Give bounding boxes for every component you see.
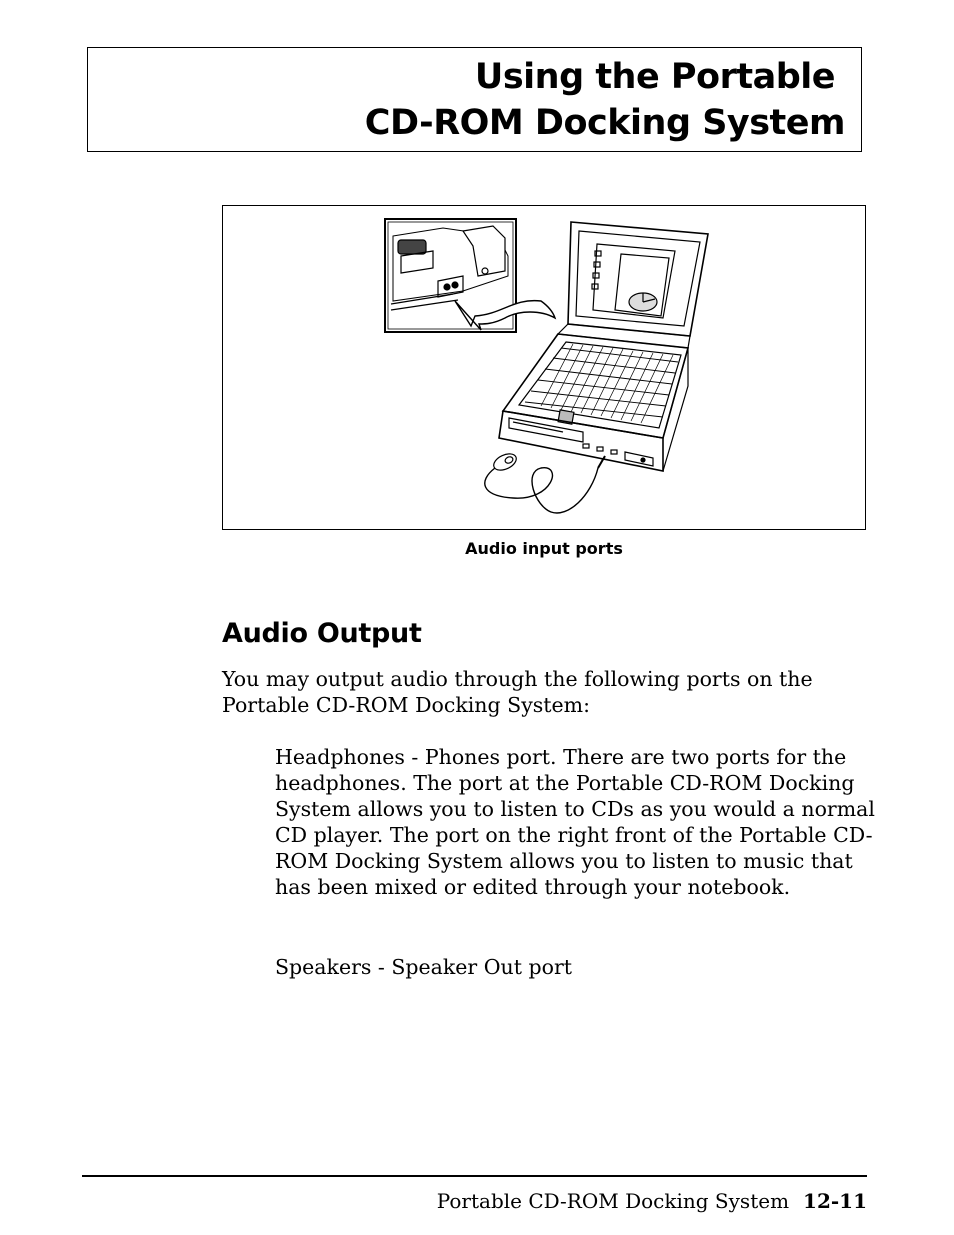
laptop-illustration xyxy=(223,206,867,531)
footer-divider xyxy=(82,1175,867,1177)
page-number: 12-11 xyxy=(803,1189,867,1213)
list-item: Headphones - Phones port. There are two ports for the headphones. The port at the Portable CD-ROM Docking System allows you to listen to CDs as you would a normal CD player. The port on the right front of the Portable CD-ROM Docking System allows you to listen to music that has been mixed or edited through your notebook. xyxy=(275,745,875,899)
page-title-line-1: Using the Portable xyxy=(474,57,835,97)
intro-paragraph: You may output audio through the following ports on the Portable CD-ROM Docking System: xyxy=(222,667,813,717)
footer-chapter-title: Portable CD-ROM Docking System xyxy=(436,1189,790,1213)
figure-caption: Audio input ports xyxy=(465,539,623,558)
title-box xyxy=(87,47,862,152)
section-heading: Audio Output xyxy=(222,618,422,649)
page-title-line-2: CD-ROM Docking System xyxy=(364,103,845,143)
list-item: Speakers - Speaker Out port xyxy=(275,955,573,979)
figure-box xyxy=(222,205,866,530)
page-footer xyxy=(437,1189,867,1213)
